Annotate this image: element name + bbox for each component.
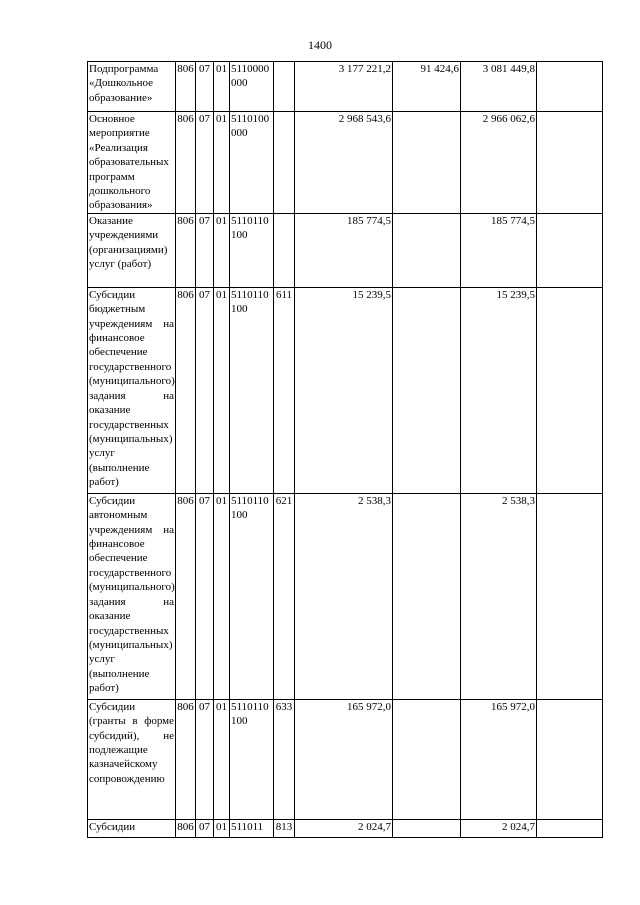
table-row <box>88 213 603 287</box>
table-row <box>88 287 603 493</box>
row-name: Субсидии автономным учреждениям на финансовое обеспечение государственного (муниципального) задания на оказание государственных (муниципальных) услуг (выполнение работ) <box>88 493 176 699</box>
ministry-code: 806 <box>176 112 196 214</box>
amount-other: 3 081 449,8 <box>461 62 537 112</box>
target-article-code: 5110110100 <box>230 699 274 819</box>
amount-total: 3 177 221,2 <box>295 62 393 112</box>
table-row <box>88 62 603 112</box>
section-code: 07 <box>196 287 214 493</box>
section-code: 07 <box>196 112 214 214</box>
amount-subvention <box>393 112 461 214</box>
table-row <box>88 699 603 819</box>
expense-type-code: 611 <box>274 287 295 493</box>
ministry-code: 806 <box>176 699 196 819</box>
expense-type-code: 813 <box>274 819 295 837</box>
expense-type-code: 621 <box>274 493 295 699</box>
amount-other: 2 024,7 <box>461 819 537 837</box>
target-article-code: 5110100000 <box>230 112 274 214</box>
ministry-code: 806 <box>176 819 196 837</box>
amount-subvention <box>393 493 461 699</box>
target-article-code: 5110110100 <box>230 493 274 699</box>
table-row <box>88 493 603 699</box>
section-code: 07 <box>196 819 214 837</box>
target-article-code: 5110110100 <box>230 287 274 493</box>
row-name: Субсидии <box>88 819 176 837</box>
subsection-code: 01 <box>214 112 230 214</box>
subsection-code: 01 <box>214 213 230 287</box>
page-number: 1400 <box>308 38 332 52</box>
subsection-code: 01 <box>214 699 230 819</box>
target-article-code: 511011 <box>230 819 274 837</box>
table-body <box>88 62 603 838</box>
target-article-code: 5110000000 <box>230 62 274 112</box>
amount-other: 2 538,3 <box>461 493 537 699</box>
amount-total: 165 972,0 <box>295 699 393 819</box>
amount-total: 15 239,5 <box>295 287 393 493</box>
empty-cell <box>537 213 603 287</box>
ministry-code: 806 <box>176 287 196 493</box>
row-name: Субсидии (гранты в форме субсидий), не подлежащие казначейскому сопровождению <box>88 699 176 819</box>
expense-type-code: 633 <box>274 699 295 819</box>
amount-other: 2 966 062,6 <box>461 112 537 214</box>
budget-table <box>87 61 603 838</box>
amount-subvention: 91 424,6 <box>393 62 461 112</box>
ministry-code: 806 <box>176 213 196 287</box>
amount-total: 2 024,7 <box>295 819 393 837</box>
empty-cell <box>537 819 603 837</box>
empty-cell <box>537 112 603 214</box>
empty-cell <box>537 62 603 112</box>
subsection-code: 01 <box>214 62 230 112</box>
target-article-code: 5110110100 <box>230 213 274 287</box>
amount-total: 2 968 543,6 <box>295 112 393 214</box>
subsection-code: 01 <box>214 819 230 837</box>
amount-total: 185 774,5 <box>295 213 393 287</box>
amount-subvention <box>393 213 461 287</box>
section-code: 07 <box>196 213 214 287</box>
empty-cell <box>537 699 603 819</box>
table-row <box>88 112 603 214</box>
subsection-code: 01 <box>214 287 230 493</box>
section-code: 07 <box>196 62 214 112</box>
ministry-code: 806 <box>176 62 196 112</box>
expense-type-code <box>274 112 295 214</box>
amount-other: 165 972,0 <box>461 699 537 819</box>
amount-subvention <box>393 287 461 493</box>
expense-type-code <box>274 213 295 287</box>
section-code: 07 <box>196 493 214 699</box>
subsection-code: 01 <box>214 493 230 699</box>
amount-total: 2 538,3 <box>295 493 393 699</box>
empty-cell <box>537 493 603 699</box>
empty-cell <box>537 287 603 493</box>
ministry-code: 806 <box>176 493 196 699</box>
section-code: 07 <box>196 699 214 819</box>
row-name: Субсидии бюджетным учреждениям на финансовое обеспечение государственного (муниципального) задания на оказание государственных (муниципальных) услуг (выполнение работ) <box>88 287 176 493</box>
amount-subvention <box>393 699 461 819</box>
expense-type-code <box>274 62 295 112</box>
row-name: Основное мероприятие «Реализация образовательных программ дошкольного образования» <box>88 112 176 214</box>
table-row <box>88 819 603 837</box>
row-name: Подпрограмма «Дошкольное образование» <box>88 62 176 112</box>
row-name: Оказание учреждениями (организациями) услуг (работ) <box>88 213 176 287</box>
amount-other: 15 239,5 <box>461 287 537 493</box>
amount-other: 185 774,5 <box>461 213 537 287</box>
amount-subvention <box>393 819 461 837</box>
